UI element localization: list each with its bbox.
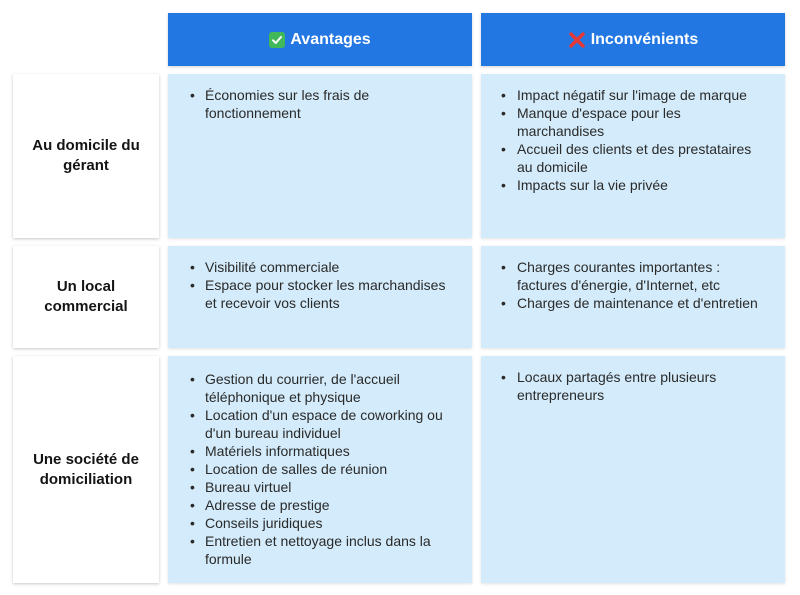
cell-domiciliation-inconvenients	[481, 356, 785, 583]
cell-local-inconvenients	[481, 246, 785, 348]
list-item: • Location d'un espace de coworking ou d'un bureau individuel	[190, 406, 452, 442]
row-header-label: Une société de domiciliation	[33, 450, 139, 488]
cell-domicile-inconvenients	[481, 74, 785, 238]
list-item: • Entretien et nettoyage inclus dans la formule	[190, 532, 452, 568]
list-item: • Impacts sur la vie privée	[501, 176, 765, 194]
column-header-inconvenients	[481, 13, 785, 66]
row-header-label: Au domicile du gérant	[32, 137, 140, 174]
inconvenients-list	[501, 258, 765, 312]
list-item: • Accueil des clients et des prestataires au domicile	[501, 140, 765, 176]
inconvenients-list	[501, 368, 765, 404]
avantages-list	[190, 258, 452, 312]
avantages-list	[190, 86, 452, 122]
cell-domicile-avantages	[168, 74, 472, 238]
list-item: • Visibilité commerciale	[190, 258, 452, 276]
list-item: • Matériels informatiques	[190, 442, 452, 460]
cell-domiciliation-avantages	[168, 356, 472, 583]
list-item: • Espace pour stocker les marchandises et recevoir vos clients	[190, 276, 452, 312]
list-item: • Location de salles de réunion	[190, 460, 452, 478]
list-item: • Charges de maintenance et d'entretien	[501, 294, 765, 312]
row-header-domiciliation	[13, 356, 159, 583]
list-item: • Locaux partagés entre plusieurs entrepreneurs	[501, 368, 765, 404]
inconvenients-list	[501, 86, 765, 194]
column-header-inconvenients-label: Inconvénients	[590, 30, 699, 48]
cross-mark-icon	[568, 31, 586, 49]
list-item: • Gestion du courrier, de l'accueil téléphonique et physique	[190, 370, 452, 406]
list-item: • Bureau virtuel	[190, 478, 452, 496]
list-item: • Économies sur les frais de fonctionnement	[190, 86, 452, 122]
table-corner	[13, 13, 159, 66]
row-header-label: Un local commercial	[44, 278, 128, 315]
avantages-list	[190, 370, 452, 568]
check-mark-icon	[269, 32, 285, 48]
column-header-avantages-label: Avantages	[290, 30, 371, 48]
cell-local-avantages	[168, 246, 472, 348]
list-item: • Conseils juridiques	[190, 514, 452, 532]
row-header-local-commercial	[13, 246, 159, 348]
list-item: • Adresse de prestige	[190, 496, 452, 514]
list-item: • Manque d'espace pour les marchandises	[501, 104, 765, 140]
column-header-avantages	[168, 13, 472, 66]
row-header-domicile	[13, 74, 159, 238]
list-item: • Charges courantes importantes : factures d'énergie, d'Internet, etc	[501, 258, 765, 294]
list-item: • Impact négatif sur l'image de marque	[501, 86, 765, 104]
comparison-table	[13, 13, 785, 583]
